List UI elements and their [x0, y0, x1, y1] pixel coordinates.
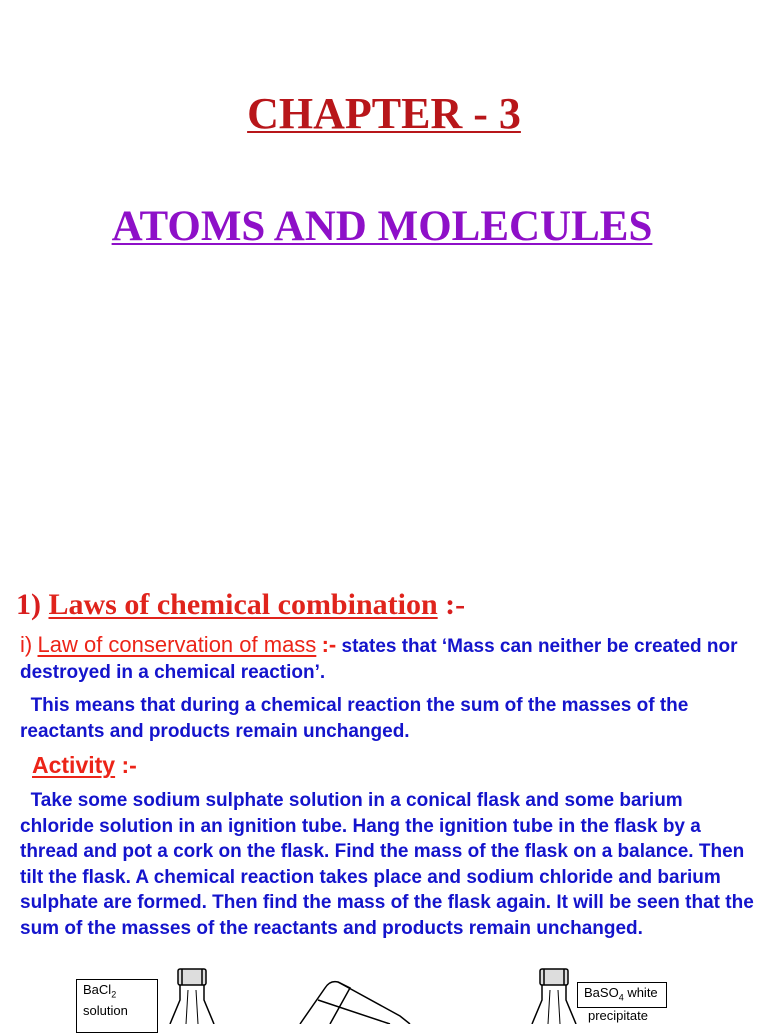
law-paragraph: [20, 632, 760, 685]
activity-heading: [32, 752, 137, 779]
law-name: Law of conservation of mass: [37, 632, 317, 657]
law-separator: :-: [321, 632, 337, 657]
law-label: i): [20, 632, 33, 657]
tilted-flask-icon: [300, 982, 410, 1024]
section-separator: :-: [445, 588, 466, 621]
meaning-paragraph: [20, 693, 760, 744]
precipitate-label: precipitate: [588, 1008, 648, 1023]
section-title: Laws of chemical combination: [48, 588, 438, 621]
section-number: 1): [16, 588, 41, 621]
meaning-text: This means that during a chemical reaction the sum of the masses of the reactants and products remain unchanged.: [20, 695, 689, 742]
bacl2-label: BaCl$_2$ solution: [76, 979, 158, 1033]
right-flask-icon: [532, 969, 576, 1024]
chapter-title: CHAPTER - 3: [247, 89, 521, 138]
baso4-label: BaSO$_4$ white: [577, 982, 667, 1008]
activity-title: Activity: [32, 752, 116, 778]
left-flask-icon: [170, 969, 214, 1024]
activity-text: Take some sodium sulphate solution in a conical flask and some barium chloride solution in an ignition tube. Hang the ignition tube in the flask by a thread and pot a cork on the flask. Find the mass of the flask on a balance. Then tilt the flask. A chemical reaction takes place and sodium chloride and barium sulphate are formed. Then find the mass of the flask again. It will be seen that the sum of the masses of the reactants and products remain unchanged.: [20, 790, 754, 939]
section-heading: [16, 588, 465, 622]
law-definition: states that ‘Mass can neither be created nor destroyed in a chemical reaction’.: [20, 636, 738, 683]
activity-separator: :-: [121, 752, 137, 778]
experiment-figure: [0, 960, 768, 1024]
activity-paragraph: [20, 788, 760, 941]
chapter-subtitle: ATOMS AND MOLECULES: [111, 203, 653, 250]
